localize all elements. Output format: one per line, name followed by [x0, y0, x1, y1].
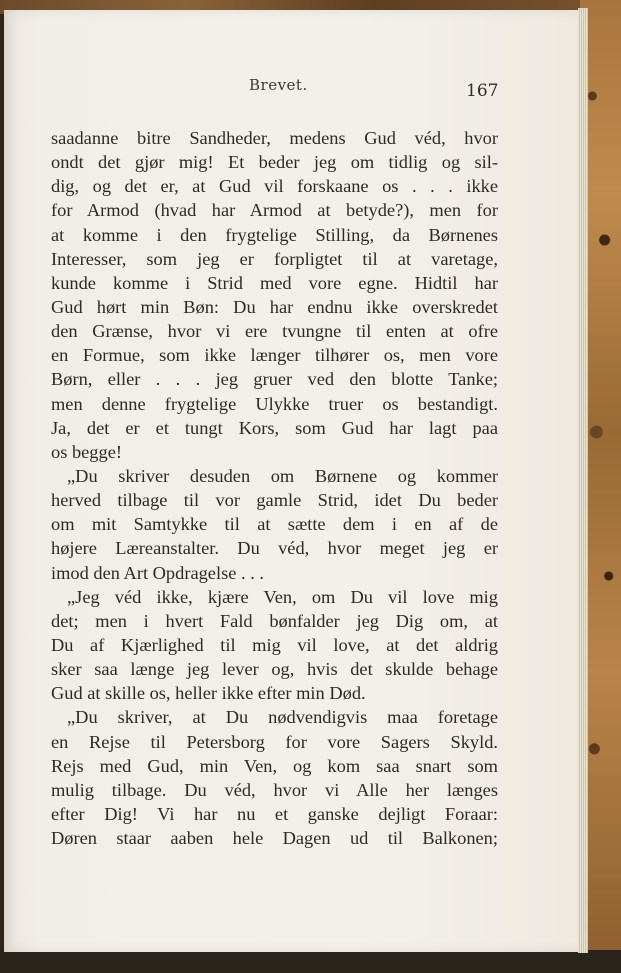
- running-head: Brevet.: [249, 76, 308, 94]
- text-line: Gud hørt min Bøn: Du har endnu ikke overskredet: [51, 296, 498, 317]
- text-line: Gud at skille os, heller ikke efter min Død.: [51, 683, 366, 704]
- text-line: en Rejse til Petersborg for vore Sagers Skyld.: [51, 731, 498, 752]
- text-line: Børn, eller . . . jeg gruer ved den blotte Tanke;: [51, 369, 498, 390]
- text-line: ondt det gjør mig! Et beder jeg om tidlig og sil-: [51, 152, 498, 173]
- page-stack-edge: [578, 8, 588, 953]
- text-line: kunde komme i Strid med vore egne. Hidtil har: [51, 272, 498, 293]
- text-line: imod den Art Opdragelse . . .: [51, 562, 264, 583]
- text-line: det; men i hvert Fald bønfalder jeg Dig om, at: [51, 610, 498, 631]
- text-line: „Du skriver desuden om Børnene og kommer: [67, 465, 498, 486]
- text-line: dig, og det er, at Gud vil forskaane os . . . ikke: [51, 176, 498, 197]
- text-line: en Formue, som ikke længer tilhører os, men vore: [51, 345, 498, 366]
- text-line: Ja, det er et tungt Kors, som Gud har lagt paa: [51, 417, 498, 438]
- text-line: Døren staar aaben hele Dagen ud til Balkonen;: [51, 828, 498, 849]
- text-line: Interesser, som jeg er forpligtet til at varetage,: [51, 248, 498, 269]
- text-line: mulig tilbage. Du véd, hvor vi Alle her længes: [51, 779, 498, 800]
- text-line: for Armod (hvad har Armod at betyde?), men for: [51, 200, 498, 221]
- page-number: 167: [466, 81, 499, 101]
- body-text: [51, 126, 498, 850]
- text-line: os begge!: [51, 441, 122, 462]
- text-line: den Grænse, hvor vi ere tvungne til enten at ofre: [51, 321, 498, 342]
- text-line: Du af Kjærlighed til mig vil love, at det aldrig: [51, 634, 498, 655]
- text-line: „Du skriver, at Du nødvendigvis maa foretage: [67, 707, 498, 728]
- text-line: højere Læreanstalter. Du véd, hvor meget jeg er: [51, 538, 498, 559]
- text-line: at komme i den frygtelige Stilling, da Børnenes: [51, 224, 498, 245]
- text-line: efter Dig! Vi har nu et ganske dejligt Foraar:: [51, 803, 498, 824]
- bottom-shadow: [0, 950, 621, 973]
- text-line: sker saa længe jeg lever og, hvis det skulde behage: [51, 659, 498, 680]
- text-line: men denne frygtelige Ulykke truer os bestandigt.: [51, 393, 498, 414]
- text-line: saadanne bitre Sandheder, medens Gud véd, hvor: [51, 128, 498, 148]
- text-line: herved tilbage til vor gamle Strid, idet Du beder: [51, 490, 498, 511]
- text-line: om mit Samtykke til at sætte dem i en af de: [51, 514, 498, 535]
- book-page: [4, 10, 582, 952]
- text-line: Rejs med Gud, min Ven, og kom saa snart som: [51, 755, 498, 776]
- text-line: „Jeg véd ikke, kjære Ven, om Du vil love mig: [67, 586, 498, 607]
